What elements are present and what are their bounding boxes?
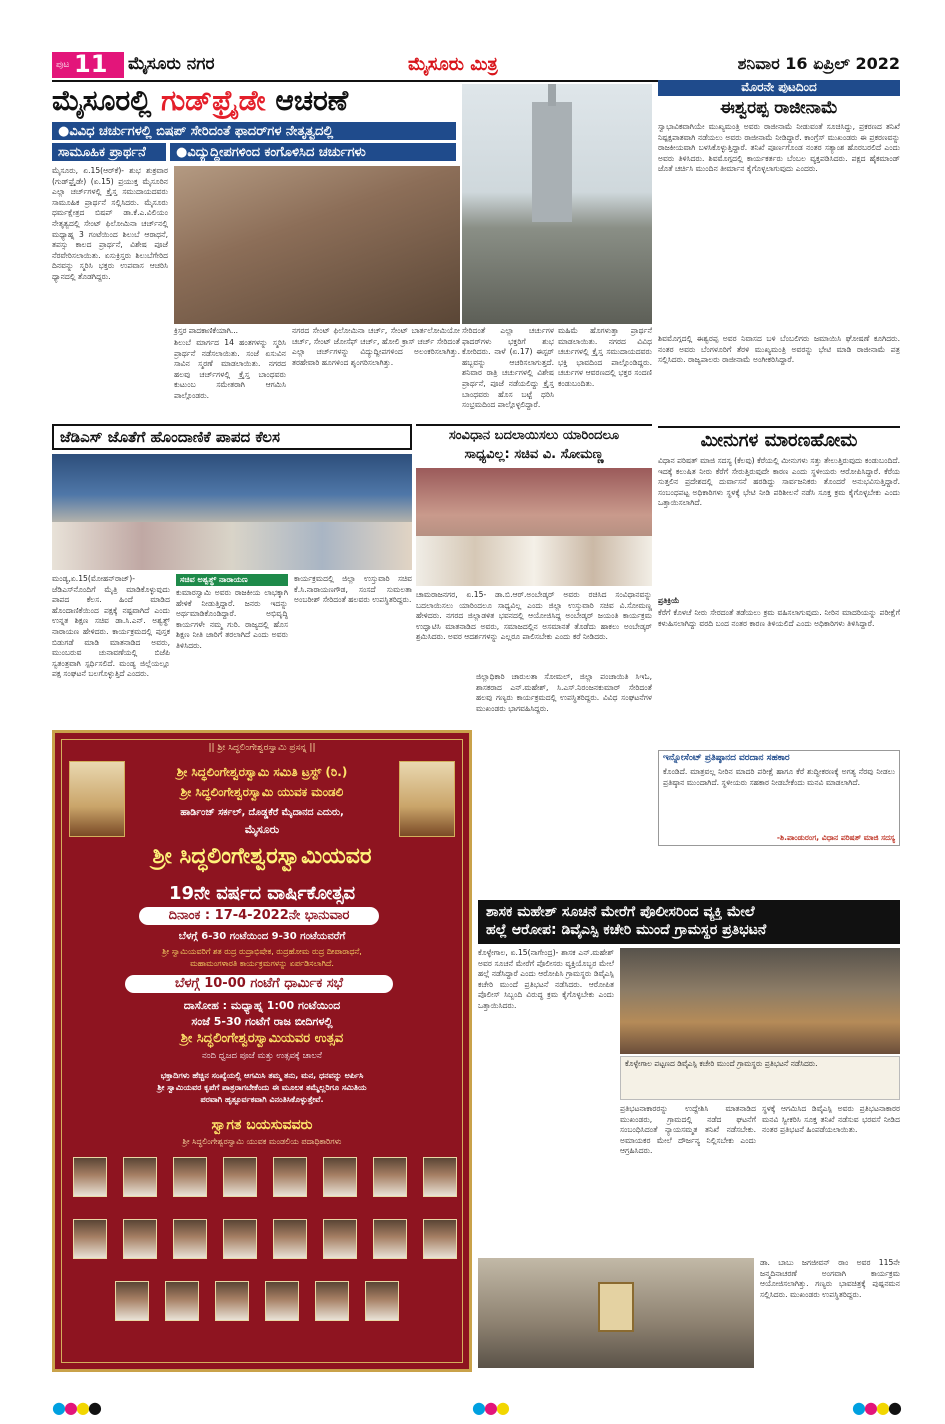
member-photo — [73, 1219, 107, 1259]
ad-blessing: || ಶ್ರೀ ಸಿದ್ಧಲಿಂಗೇಶ್ವರಸ್ವಾಮಿ ಪ್ರಸನ್ನ || — [208, 743, 316, 753]
member-photo — [323, 1219, 357, 1259]
church-spire — [532, 102, 572, 222]
temple-anniversary-ad — [52, 730, 472, 1372]
good-friday-text-col-3: ನಗರದ ಸೇಂಟ್ ಫಿಲೋಮಿನಾ ಚರ್ಚ್, ಸೇಂಟ್ ಬಾರ್ತಲೋಮಿಯೋ ಚರ್ಚ್, ಸೇಂಟ್ ಜೋಸೆಫ್ ಚರ್ಚ್, ಹೋಲಿ ಕ್ರಾಸ್ ಚರ್ಚ್ ಸೇರಿದಂತೆ ಎಲ್ಲಾ ಚರ್ಚ್‌ಗಳನ್ನು ವಿದ್ಯುದ್ದೀಪಗಳಿಂದ ಅಲಂಕರಿಸಲಾಗಿತ್ತು. ತರಹೇವಾರಿ ಹೂಗಳಿಂದ ಶೃಂಗರಿಸಲಾಗಿತ್ತು. — [292, 326, 460, 367]
portrait-frame — [598, 1282, 634, 1332]
ad-youth-club-name: ಶ್ರೀ ಸಿದ್ಧಲಿಂಗೇಶ್ವರಸ್ವಾಮಿ ಯುವಕ ಮಂಡಲಿ — [180, 785, 344, 799]
eshwarappa-text-2: ಶಿವಮೊಗ್ಗದಲ್ಲಿ ಈಶ್ವರಪ್ಪ ಅವರ ನಿವಾಸದ ಬಳಿ ಬೆಂಬಲಿಗರು ಜಮಾಯಿಸಿ ಘೋಷಣೆ ಕೂಗಿದರು. ನಂತರ ಅವರು ಬೆಂಗಳೂರಿಗೆ ತೆರಳಿ ಮುಖ್ಯಮಂತ್ರಿ ಅವರನ್ನು ಭೇಟಿ ಮಾಡಿ ರಾಜೀನಾಮೆ ಪತ್ರ ಸಲ್ಲಿಸಿದರು. ರಾಜ್ಯಪಾಲರು ರಾಜೀನಾಮೆ ಅಂಗೀಕರಿಸಿದ್ದಾರೆ. — [658, 334, 900, 365]
ad-evening-time: ಸಂಜೆ 5-30 ಗಂಟೆಗೆ ರಾಜ ಬೀದಿಗಳಲ್ಲಿ — [191, 1015, 333, 1028]
ad-title: ಶ್ರೀ ಸಿದ್ಧಲಿಂಗೇಶ್ವರಸ್ವಾಮಿಯವರ — [152, 843, 372, 869]
jds-byline: ಸಚಿವ ಅಶ್ವತ್ಥ್ ನಾರಾಯಣ — [176, 574, 288, 586]
member-photo — [273, 1219, 307, 1259]
protest-headline-line-2: ಹಲ್ಲೆ ಆರೋಪ: ಡಿವೈಎಸ್ಪಿ ಕಚೇರಿ ಮುಂದೆ ಗ್ರಾಮಸ್ಥರ ಪ್ರತಿಭಟನೆ — [486, 922, 767, 938]
good-friday-subhead-3: ●ವಿದ್ಯುದ್ದೀಪಗಳಿಂದ ಕಂಗೊಳಿಸಿದ ಚರ್ಚುಗಳು — [170, 143, 456, 161]
magenta-dot: ● — [864, 1398, 878, 1417]
ad-religious-meeting: ಬೆಳಗ್ಗೆ 10-00 ಗಂಟೆಗೆ ಧಾರ್ಮಿಕ ಸಭೆ — [125, 975, 393, 993]
page-number-badge — [52, 52, 124, 78]
jds-text-3: ಕಾರ್ಯಕ್ರಮದಲ್ಲಿ ಜಿಲ್ಲಾ ಉಸ್ತುವಾರಿ ಸಚಿವ ಕೆ.ಸಿ.ನಾರಾಯಣಗೌಡ, ಸಂಸದೆ ಸುಮಲತಾ ಅಂಬರೀಶ್ ಸೇರಿದಂತೆ ಹಲವರು ಉಪಸ್ಥಿತರಿದ್ದರು. — [294, 574, 412, 605]
member-photo — [323, 1157, 357, 1197]
good-friday-subhead-2: ಸಾಮೂಹಿಕ ಪ್ರಾರ್ಥನೆ — [52, 143, 166, 161]
protest-photo — [620, 948, 900, 1054]
newspaper-logo: ಮೈಸೂರು ಮಿತ್ರ — [408, 54, 498, 75]
good-friday-subhead-1: ●ವಿವಿಧ ಚರ್ಚುಗಳಲ್ಲಿ ಬಿಷಪ್ ಸೇರಿದಂತೆ ಫಾದರ್‌ಗಳ ನೇತೃತ್ವದಲ್ಲಿ — [52, 122, 456, 140]
fish-box — [658, 750, 900, 846]
eshwarappa-headline: ಈಶ್ವರಪ್ಪ ರಾಜೀನಾಮೆ — [720, 98, 838, 118]
fish-rule — [658, 426, 900, 428]
magenta-dot: ● — [484, 1398, 498, 1417]
black-dot: ● — [88, 1398, 102, 1417]
protest-text-3: ಸ್ಥಳಕ್ಕೆ ಆಗಮಿಸಿದ ಡಿವೈಎಸ್ಪಿ ಅವರು ಪ್ರತಿಭಟನಾಕಾರರ ಮನವಿ ಸ್ವೀಕರಿಸಿ ಸೂಕ್ತ ತನಿಖೆ ನಡೆಸುವ ಭರವಸೆ ನೀಡಿದ ನಂತರ ಪ್ರತಿಭಟನೆ ಹಿಂಪಡೆಯಲಾಯಿತು. — [762, 1104, 900, 1135]
masthead — [52, 50, 900, 80]
headline-part-red: ಗುಡ್‌ಫ್ರೈಡೇ — [161, 84, 266, 117]
protest-caption: ಕೊಳ್ಳೇಗಾಲ ಪಟ್ಟಣದ ಡಿವೈಎಸ್ಪಿ ಕಚೇರಿ ಮುಂದೆ ಗ್ರಾಮಸ್ಥರು ಪ್ರತಿಭಟನೆ ನಡೆಸಿದರು. — [620, 1056, 900, 1100]
magenta-dot: ● — [64, 1398, 78, 1417]
member-photo — [365, 1281, 399, 1321]
black-dot: ● — [888, 1398, 902, 1417]
ad-ritual-line-2: ಮಹಾಮಂಗಳಾರತಿ ಕಾರ್ಯಕ್ರಮಗಳನ್ನು ಏರ್ಪಡಿಸಲಾಗಿದೆ. — [190, 959, 334, 968]
fish-box-credit: -ಶಿ.ಪಾಂಡುರಂಗ, ವಿಧಾನ ಪರಿಷತ್ ಮಾಜಿ ಸದಸ್ಯ — [776, 833, 895, 842]
member-photo — [223, 1157, 257, 1197]
member-photo — [423, 1157, 457, 1197]
church-spire-tip — [548, 84, 556, 106]
print-registration-marks — [52, 1398, 902, 1417]
good-friday-text-col-2: ಶಿಲುಬೆ ಮಾರ್ಗದ 14 ಹಂತಗಳನ್ನು ಸ್ಮರಿಸಿ ಪ್ರಾರ್ಥನೆ ನಡೆಸಲಾಯಿತು. ಸಂಜೆ ಏಸುವಿನ ಸಾವಿನ ಸ್ಮರಣೆ ಮಾಡಲಾಯಿತು. ನಗರದ ಹಲವು ಚರ್ಚ್‌ಗಳಲ್ಲಿ ಕ್ರೈಸ್ತ ಬಾಂಧವರು ಕುಟುಂಬ ಸಮೇತರಾಗಿ ಆಗಮಿಸಿ ಪಾಲ್ಗೊಂಡರು. — [174, 338, 286, 400]
ad-welcome-org: ಶ್ರೀ ಸಿದ್ಧಲಿಂಗೇಶ್ವರಸ್ವಾಮಿ ಯುವಕ ಮಂಡಲಿಯ ಪದಾಧಿಕಾರಿಗಳು — [182, 1137, 342, 1146]
issue-date: ಶನಿವಾರ 16 ಏಪ್ರಿಲ್ 2022 — [737, 54, 900, 73]
ad-procession: ನಂದಿ ಧ್ವಜದ ಪೂಜೆ ಮತ್ತು ಉತ್ಸವಕ್ಕೆ ಚಾಲನೆ — [202, 1051, 322, 1061]
member-photo — [173, 1157, 207, 1197]
ad-ritual-line-1: ಶ್ರೀ ಸ್ವಾಮಿಯವರಿಗೆ ಶತ ರುದ್ರ ರುದ್ರಾಭಿಷೇಕ, ರುದ್ರಹೋಮ ರುದ್ರ ದೀಪಾರಾಧನೆ, — [162, 947, 362, 956]
fish-box-head: ಇನ್ನೋಸೆಂಟ್ ಪ್ರತಿಷ್ಠಾನದ ವರದಾನ ಸಹಕಾರ — [663, 753, 790, 763]
continued-label: ಮೊರನೇ ಪುಟದಿಂದ — [658, 80, 900, 96]
yellow-dot: ● — [876, 1398, 890, 1417]
ad-anniversary: 19ನೇ ವರ್ಷದ ವಾರ್ಷಿಕೋತ್ಸವ — [168, 883, 356, 904]
good-friday-text-col-4: ಸೇರಿದಂತೆ ಎಲ್ಲಾ ಚರ್ಚುಗಳ ಫಾದರ್‌ಗಳು ಭಕ್ತರಿಗೆ ಶುಭ ಕೋರಿದರು. ನಾಳೆ (ಏ.17) ಈಸ್ಟರ್ ಹಬ್ಬವನ್ನು ಆಚರಿಸಲಾಗುತ್ತದೆ. ಶನಿವಾರ ರಾತ್ರಿ ಚರ್ಚುಗಳಲ್ಲಿ ವಿಶೇಷ ಪ್ರಾರ್ಥನೆ, ಪೂಜೆ ನಡೆಯಲಿದ್ದು ಕ್ರೈಸ್ತ ಬಾಂಧವರು ಹೊಸ ಬಟ್ಟೆ ಧರಿಸಿ ಸಂಭ್ರಮದಿಂದ ಪಾಲ್ಗೊಳ್ಳಲಿದ್ದಾರೆ. — [462, 326, 554, 410]
book-release-photo — [52, 454, 412, 570]
member-photo — [115, 1281, 149, 1321]
protest-text: ಕೊಳ್ಳೇಗಾಲ, ಏ.15(ನಾಗೇಂದ್ರ)- ಶಾಸಕ ಎನ್.ಮಹೇಶ್ ಅವರ ಸೂಚನೆ ಮೇರೆಗೆ ಪೊಲೀಸರು ವ್ಯಕ್ತಿಯೊಬ್ಬರ ಮೇಲೆ ಹಲ್ಲೆ ನಡೆಸಿದ್ದಾರೆ ಎಂದು ಆರೋಪಿಸಿ ಗ್ರಾಮಸ್ಥರು ಡಿವೈಎಸ್ಪಿ ಕಚೇರಿ ಮುಂದೆ ಪ್ರತಿಭಟನೆ ನಡೆಸಿದರು. ಆರೋಪಿತ ಪೊಲೀಸ್ ಸಿಬ್ಬಂದಿ ವಿರುದ್ಧ ಕ್ರಮ ಕೈಗೊಳ್ಳಬೇಕು ಎಂದು ಒತ್ತಾಯಿಸಿದರು. — [478, 948, 614, 1010]
eshwarappa-text: ಸ್ವಾಭಾವಿಕವಾಗಿಯೇ ಮುಖ್ಯಮಂತ್ರಿ ಅವರು ರಾಜೀನಾಮೆ ನೀಡುವಂತೆ ಸೂಚಿಸಿದ್ದು, ಪ್ರಕರಣದ ತನಿಖೆ ನಿಷ್ಪಕ್ಷಪಾತವಾಗಿ ನಡೆಯಲು ಅವರು ರಾಜೀನಾಮೆ ನೀಡಿದ್ದಾರೆ. ಕಾಂಗ್ರೆಸ್ ಮುಖಂಡರು ಈ ಪ್ರಕರಣವನ್ನು ರಾಜಕೀಯವಾಗಿ ಬಳಸಿಕೊಳ್ಳುತ್ತಿದ್ದಾರೆ. ತನಿಖೆ ಪೂರ್ಣಗೊಂಡ ನಂತರ ಸತ್ಯಾಂಶ ಹೊರಬರಲಿದೆ ಎಂದು ಅವರು ತಿಳಿಸಿದರು. ಶಿವಮೊಗ್ಗದಲ್ಲಿ ಕಾರ್ಯಕರ್ತರು ಬೆಂಬಲ ವ್ಯಕ್ತಪಡಿಸಿದರು. ಪಕ್ಷದ ಹೈಕಮಾಂಡ್ ಜೊತೆ ಚರ್ಚಿಸಿ ಮುಂದಿನ ತೀರ್ಮಾನ ಕೈಗೊಳ್ಳಲಾಗುವುದು ಎಂದರು. — [658, 122, 900, 174]
jds-headline: ಜೆಡಿಎಸ್ ಜೊತೆಗೆ ಹೊಂದಾಣಿಕೆ ಪಾಪದ ಕೆಲಸ — [52, 424, 412, 450]
ad-trust-name: ಶ್ರೀ ಸಿದ್ಧಲಿಂಗೇಶ್ವರಸ್ವಾಮಿ ಸಮಿತಿ ಟ್ರಸ್ಟ್ (ರಿ.) — [176, 765, 348, 779]
ad-welcome: ಸ್ವಾಗತ ಬಯಸುವವರು — [211, 1117, 313, 1133]
good-friday-text-col-5: ಮಹಿಮೆ ಹೊಗಳುತ್ತಾ ಪ್ರಾರ್ಥನೆ ಮಾಡಲಾಯಿತು. ನಗರದ ವಿವಿಧ ಚರ್ಚುಗಳಲ್ಲಿ ಕ್ರೈಸ್ತ ಸಮುದಾಯದವರು ಭಕ್ತಿ ಭಾವದಿಂದ ಪಾಲ್ಗೊಂಡಿದ್ದರು. ಚರ್ಚುಗಳ ಆವರಣದಲ್ಲಿ ಭಕ್ತರ ಸಂದಣಿ ಕಂಡುಬಂದಿತು. — [558, 326, 652, 388]
ad-appeal-1: ಭಕ್ತಾದಿಗಳು ಹೆಚ್ಚಿನ ಸಂಖ್ಯೆಯಲ್ಲಿ ಆಗಮಿಸಿ ತಮ್ಮ ತನು, ಮನ, ಧನವನ್ನು ಅರ್ಪಿಸಿ — [160, 1071, 364, 1080]
ambedkar-event-photo — [416, 468, 652, 586]
member-photo — [215, 1281, 249, 1321]
fish-box-text: ಕೊಂಡಿದೆ. ಮಾತ್ರವಲ್ಲ ನೀರಿನ ಮಾದರಿ ಪರೀಕ್ಷೆ ಹಾಗೂ ಕೆರೆ ಶುದ್ಧೀಕರಣಕ್ಕೆ ಅಗತ್ಯ ನೆರವು ನೀಡಲು ಪ್ರತಿಷ್ಠಾನ ಮುಂದಾಗಿದೆ. ಸ್ಥಳೀಯರು ಸಹಕಾರ ನೀಡಬೇಕೆಂದು ಮನವಿ ಮಾಡಲಾಗಿದೆ. — [663, 767, 895, 787]
ad-appeal-3: ಪರವಾಗಿ ಹೃತ್ಪೂರ್ವಕವಾಗಿ ವಿನಂತಿಸಿಕೊಳ್ಳುತ್ತೇವೆ. — [200, 1095, 324, 1104]
member-photo — [273, 1157, 307, 1197]
ad-morning-time: ಬೆಳಗ್ಗೆ 6-30 ಗಂಟೆಯಿಂದ 9-30 ಗಂಟೆಯವರೆಗೆ — [178, 931, 346, 942]
ad-utsava: ಶ್ರೀ ಸಿದ್ಧಲಿಂಗೇಶ್ವರಸ್ವಾಮಿಯವರ ಉತ್ಸವ — [180, 1031, 344, 1046]
jds-text-2: ಕುಮಾರಸ್ವಾಮಿ ಅವರು ರಾಜಕೀಯ ಲಾಭಕ್ಕಾಗಿ ಹೇಳಿಕೆ ನೀಡುತ್ತಿದ್ದಾರೆ. ಜನರು ಇದನ್ನು ಅರ್ಥಮಾಡಿಕೊಂಡಿದ್ದಾರೆ. ಅಭಿವೃದ್ಧಿ ಕಾರ್ಯಗಳೇ ನಮ್ಮ ಗುರಿ. ರಾಜ್ಯದಲ್ಲಿ ಹೊಸ ಶಿಕ್ಷಣ ನೀತಿ ಜಾರಿಗೆ ತರಲಾಗಿದೆ ಎಂದು ಅವರು ತಿಳಿಸಿದರು. — [176, 588, 288, 650]
dignitaries-row — [416, 536, 652, 586]
member-photo — [315, 1281, 349, 1321]
yellow-dot: ● — [76, 1398, 90, 1417]
fish-subhead: ಪ್ರತಿಕ್ರಿಯೆ — [658, 596, 680, 605]
ad-city: ಮೈಸೂರು — [244, 823, 280, 836]
jds-text: ಮಂಡ್ಯ,ಏ.15(ಮೋಹನ್‌ರಾಜ್)- ಜೆಡಿಎಸ್‌ನೊಂದಿಗೆ ಮೈತ್ರಿ ಮಾಡಿಕೊಳ್ಳುವುದು ಪಾಪದ ಕೆಲಸ. ಹಿಂದೆ ಮಾಡಿದ ಹೊಂದಾಣಿಕೆಯಿಂದ ಪಕ್ಷಕ್ಕೆ ನಷ್ಟವಾಗಿದೆ ಎಂದು ಉನ್ನತ ಶಿಕ್ಷಣ ಸಚಿವ ಡಾ.ಸಿ.ಎನ್. ಅಶ್ವತ್ಥ್ ನಾರಾಯಣ ಹೇಳಿದರು. ಕಾರ್ಯಕ್ರಮದಲ್ಲಿ ಪುಸ್ತಕ ಬಿಡುಗಡೆ ಮಾಡಿ ಮಾತನಾಡಿದ ಅವರು, ಮುಂಬರುವ ಚುನಾವಣೆಯಲ್ಲಿ ಬಿಜೆಪಿ ಸ್ವತಂತ್ರವಾಗಿ ಸ್ಪರ್ಧಿಸಲಿದೆ. ಮಂಡ್ಯ ಜಿಲ್ಲೆಯಲ್ಲೂ ಪಕ್ಷ ಸಂಘಟನೆ ಬಲಗೊಳ್ಳುತ್ತಿದೆ ಎಂದರು. — [52, 574, 170, 679]
ad-appeal-2: ಶ್ರೀ ಸ್ವಾಮಿಯವರ ಕೃಪೆಗೆ ಪಾತ್ರರಾಗಬೇಕೆಂದು ಈ ಮೂಲಕ ತಮ್ಮೆಲ್ಲರಿಗೂ ಸಮಿತಿಯ — [157, 1083, 367, 1092]
church-interior-photo — [174, 166, 460, 324]
good-friday-text-col-1: ಮೈಸೂರು, ಏ.15(ಆರ್‌ಕೆ)- ಶುಭ ಶುಕ್ರವಾರ (ಗುಡ್‌ಫ್ರೈಡೇ) (ಏ.15) ಪ್ರಯುಕ್ತ ಮೈಸೂರಿನ ಎಲ್ಲಾ ಚರ್ಚ್‌ಗಳಲ್ಲಿ ಕ್ರೈಸ್ತ ಸಮುದಾಯದವರು ಸಾಮೂಹಿಕ ಪ್ರಾರ್ಥನೆ ಸಲ್ಲಿಸಿದರು. ಮೈಸೂರು ಧರ್ಮಕ್ಷೇತ್ರದ ಬಿಷಪ್ ಡಾ.ಕೆ.ಎ.ವಿಲಿಯಂ ನೇತೃತ್ವದಲ್ಲಿ ಸೇಂಟ್ ಫಿಲೋಮಿನಾ ಚರ್ಚ್‌ನಲ್ಲಿ ಮಧ್ಯಾಹ್ನ 3 ಗಂಟೆಯಿಂದ ಶಿಲುಬೆ ಆರಾಧನೆ, ತಪಸ್ಸು ಕಾಲದ ಪ್ರಾರ್ಥನೆ, ವಿಶೇಷ ಪೂಜೆ ನೆರವೇರಿಸಲಾಯಿತು. ಏಸುಕ್ರಿಸ್ತರು ಶಿಲುಬೆಗೇರಿದ ದಿನವನ್ನು ಸ್ಮರಿಸಿ ಭಕ್ತರು ಉಪವಾಸ ಆಚರಿಸಿ ಧ್ಯಾನದಲ್ಲಿ ತೊಡಗಿದ್ದರು. — [52, 166, 168, 281]
fish-headline: ಮೀನುಗಳ ಮಾರಣಹೋಮ — [700, 430, 858, 451]
ad-event-date: ದಿನಾಂಕ : 17-4-2022ನೇ ಭಾನುವಾರ — [139, 907, 379, 925]
people-row — [52, 522, 412, 570]
jayanthi-text: ಡಾ. ಬಾಬು ಜಗಜೀವನ್ ರಾಂ ಅವರ 115ನೇ ಜನ್ಮದಿನಾಚರಣೆ ಅಂಗವಾಗಿ ಕಾರ್ಯಕ್ರಮ ಆಯೋಜಿಸಲಾಗಿತ್ತು. ಗಣ್ಯರು ಭಾವಚಿತ್ರಕ್ಕೆ ಪುಷ್ಪನಮನ ಸಲ್ಲಿಸಿದರು. ಮುಖಂಡರು ಉಪಸ್ಥಿತರಿದ್ದರು. — [760, 1258, 900, 1299]
member-photo — [373, 1157, 407, 1197]
protest-text-2: ಪ್ರತಿಭಟನಾಕಾರರನ್ನು ಉದ್ದೇಶಿಸಿ ಮಾತನಾಡಿದ ಮುಖಂಡರು, ಗ್ರಾಮದಲ್ಲಿ ನಡೆದ ಘಟನೆಗೆ ಸಂಬಂಧಿಸಿದಂತೆ ನ್ಯಾಯಸಮ್ಮತ ತನಿಖೆ ನಡೆಸಬೇಕು. ಅಮಾಯಕರ ಮೇಲೆ ದೌರ್ಜನ್ಯ ನಿಲ್ಲಿಸಬೇಕು ಎಂದು ಆಗ್ರಹಿಸಿದರು. — [620, 1104, 756, 1156]
ad-address: ಹಾರ್ಡಿಂಜ್ ಸರ್ಕಲ್, ದೊಡ್ಡಕೆರೆ ಮೈದಾನದ ಎದುರು, — [180, 807, 344, 818]
member-photo — [265, 1281, 299, 1321]
protest-headline-line-1: ಶಾಸಕ ಮಹೇಶ್ ಸೂಚನೆ ಮೇರೆಗೆ ಪೊಲೀಸರಿಂದ ವ್ಯಕ್ತಿ ಮೇಲೆ — [486, 904, 755, 920]
good-friday-headline — [52, 84, 462, 118]
jayanthi-photo — [478, 1258, 754, 1368]
cyan-dot: ● — [852, 1398, 866, 1417]
member-photo — [173, 1219, 207, 1259]
cyan-dot: ● — [52, 1398, 66, 1417]
headline-part-2: ಆಚರಣೆ — [275, 84, 349, 117]
cyan-dot: ● — [472, 1398, 486, 1417]
protest-headline — [478, 900, 900, 944]
church-exterior-photo — [462, 84, 652, 324]
section-name: ಮೈಸೂರು ನಗರ — [128, 54, 215, 74]
page-number: 11 — [74, 50, 108, 78]
member-photo — [373, 1219, 407, 1259]
member-photo — [165, 1281, 199, 1321]
member-photo — [123, 1157, 157, 1197]
somanna-text-2: ಜಿಲ್ಲಾಧಿಕಾರಿ ಚಾರುಲತಾ ಸೋಮಲ್, ಜಿಲ್ಲಾ ಪಂಚಾಯಿತಿ ಸಿಇಓ, ಶಾಸಕರಾದ ಎನ್.ಮಹೇಶ್, ಸಿ.ಎಸ್.ನಿರಂಜನಕುಮಾರ್ ಸೇರಿದಂತೆ ಹಲವು ಗಣ್ಯರು ಕಾರ್ಯಕ್ರಮದಲ್ಲಿ ಉಪಸ್ಥಿತರಿದ್ದರು. ವಿವಿಧ ಸಂಘಟನೆಗಳ ಮುಖಂಡರು ಭಾಗವಹಿಸಿದ್ದರು. — [476, 672, 652, 713]
somanna-text: ಚಾಮರಾಜನಗರ, ಏ.15- ಡಾ.ಬಿ.ಆರ್.ಅಂಬೇಡ್ಕರ್ ಅವರು ರಚಿಸಿದ ಸಂವಿಧಾನವನ್ನು ಬದಲಾಯಿಸಲು ಯಾರಿಂದಲೂ ಸಾಧ್ಯವಿಲ್ಲ ಎಂದು ಜಿಲ್ಲಾ ಉಸ್ತುವಾರಿ ಸಚಿವ ವಿ.ಸೋಮಣ್ಣ ಹೇಳಿದರು. ನಗರದ ಜಿಲ್ಲಾಡಳಿತ ಭವನದಲ್ಲಿ ಆಯೋಜಿಸಿದ್ದ ಅಂಬೇಡ್ಕರ್ ಜಯಂತಿ ಕಾರ್ಯಕ್ರಮ ಉದ್ಘಾಟಿಸಿ ಮಾತನಾಡಿದ ಅವರು, ಸಮಾಜದಲ್ಲಿನ ಅಸಮಾನತೆ ತೊಡೆದು ಹಾಕಲು ಅಂಬೇಡ್ಕರ್ ಶ್ರಮಿಸಿದರು. ಅವರ ಆದರ್ಶಗಳನ್ನು ಎಲ್ಲರೂ ಪಾಲಿಸಬೇಕು ಎಂದು ಕರೆ ನೀಡಿದರು. — [416, 590, 652, 642]
fish-text-2: ಕೆರೆಗೆ ಕೊಳಚೆ ನೀರು ಸೇರದಂತೆ ತಡೆಯಲು ಕ್ರಮ ವಹಿಸಲಾಗುವುದು. ನೀರಿನ ಮಾದರಿಯನ್ನು ಪರೀಕ್ಷೆಗೆ ಕಳುಹಿಸಲಾಗಿದ್ದು ವರದಿ ಬಂದ ನಂತರ ಕಾರಣ ತಿಳಿಯಲಿದೆ ಎಂದು ಅಧಿಕಾರಿಗಳು ತಿಳಿಸಿದ್ದಾರೆ. — [658, 608, 900, 628]
somanna-headline-line-2: ಸಾಧ್ಯವಿಲ್ಲ: ಸಚಿವ ವಿ. ಸೋಮಣ್ಣ — [464, 447, 604, 462]
ad-dasoha: ದಾಸೋಹ : ಮಧ್ಯಾಹ್ನ 1:00 ಗಂಟೆಯಿಂದ — [183, 999, 341, 1012]
yellow-dot: ● — [496, 1398, 510, 1417]
somanna-headline-line-1: ಸಂವಿಧಾನ ಬದಲಾಯಿಸಲು ಯಾರಿಂದಲೂ — [448, 428, 620, 443]
member-photo — [423, 1219, 457, 1259]
church-interior-caption: ಕ್ರಿಸ್ತರ ಪಾದಕಾಣಿಕೆಯಾಗಿ... — [174, 326, 239, 335]
somanna-headline — [416, 424, 652, 466]
member-photo — [123, 1219, 157, 1259]
member-photo — [223, 1219, 257, 1259]
page-label: ಪುಟ — [56, 60, 70, 70]
member-photo — [73, 1157, 107, 1197]
headline-part-1: ಮೈಸೂರಲ್ಲಿ — [52, 84, 152, 117]
fish-text: ವಿಧಾನ ಪರಿಷತ್ ಮಾಜಿ ಸದಸ್ಯ (ಕೆಲವು) ಕೆರೆಯಲ್ಲಿ ಮೀನುಗಳು ಸತ್ತು ತೇಲುತ್ತಿರುವುದು ಕಂಡುಬಂದಿದೆ. ಇದಕ್ಕೆ ಕಲುಷಿತ ನೀರು ಕೆರೆಗೆ ಸೇರುತ್ತಿರುವುದೇ ಕಾರಣ ಎಂದು ಸ್ಥಳೀಯರು ಆರೋಪಿಸಿದ್ದಾರೆ. ಕೆರೆಯ ಸುತ್ತಲಿನ ಪ್ರದೇಶದಲ್ಲಿ ದುರ್ವಾಸನೆ ಹರಡಿದ್ದು ಸಾರ್ವಜನಿಕರು ತೊಂದರೆ ಅನುಭವಿಸುತ್ತಿದ್ದಾರೆ. ಸಂಬಂಧಪಟ್ಟ ಅಧಿಕಾರಿಗಳು ಸ್ಥಳಕ್ಕೆ ಭೇಟಿ ನೀಡಿ ಪರಿಶೀಲನೆ ನಡೆಸಿ ಸೂಕ್ತ ಕ್ರಮ ಕೈಗೊಳ್ಳಬೇಕು ಎಂದು ಒತ್ತಾಯಿಸಲಾಗಿದೆ. — [658, 456, 900, 508]
